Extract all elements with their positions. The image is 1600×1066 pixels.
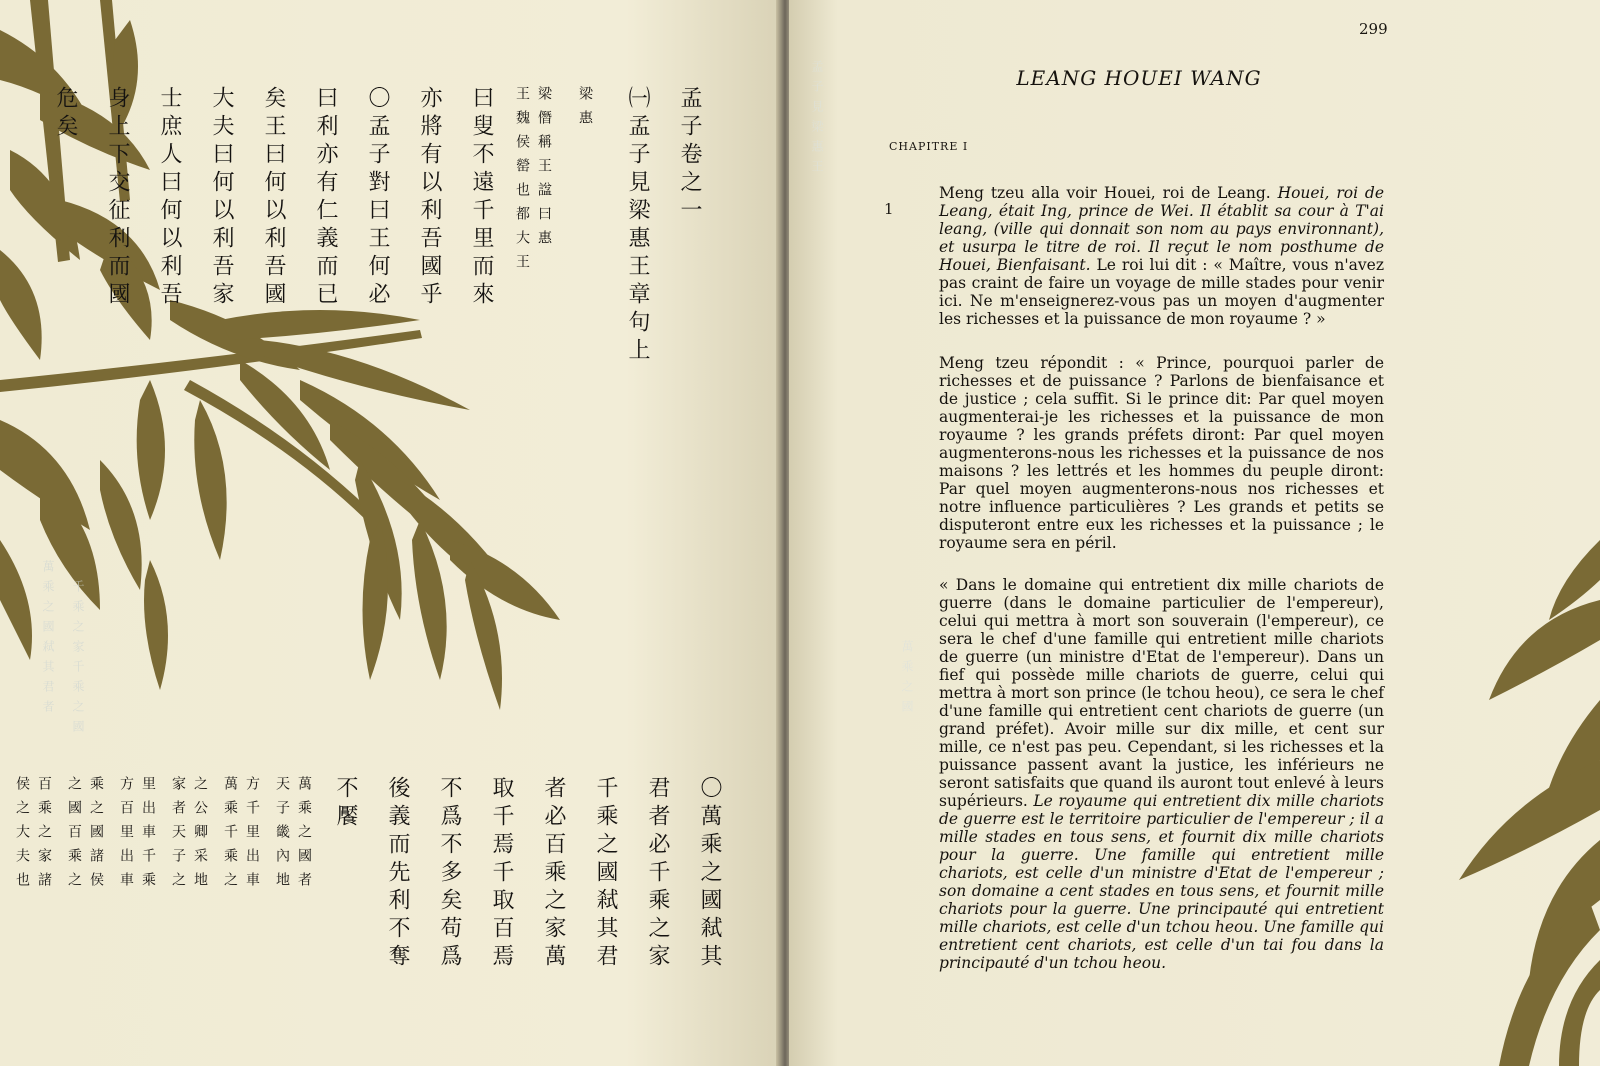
commentary-line: 之國百乘之	[66, 776, 82, 896]
left-page: 萬乘之國弒其君者 千乘之家千乘之國 孟子卷之一 ㈠孟子見梁惠王章句上 梁惠 梁僭稱王諡曰惠 王魏侯罃也都大王 曰叟不遠千里而來 亦將有以利吾國乎 〇孟子對曰王何必 曰利亦有仁義而已 矣王曰何以利吾國 大夫曰何以利吾家 士庶人曰何以利吾 身上下交征利而國 危矣 〇萬乘之國弒其 君者必千乘之家 千乘之國弒其君 者必百乘之家萬 取千焉千取百焉 不爲不多矣苟爲 後義而先利不奪 不饜 萬乘之國者 天子畿內地 方千里出車 萬乘千乘之 之公卿采地 家者天子之 里出車千乘 方百里出車 乘之國諸侯 之國百乘之 百乘之家諸 侯之大夫也	[0, 0, 783, 1066]
section-title: LEANG HOUEI WANG	[1016, 66, 1262, 90]
text-column: 〇萬乘之國弒其	[697, 776, 722, 972]
text-column: 君者必千乘之家	[645, 776, 670, 972]
text-column: 不爲不多矣苟爲	[437, 776, 462, 972]
commentary-line: 梁惠	[577, 86, 593, 134]
chinese-text-bottom	[0, 776, 735, 972]
text-column: 身上下交征利而國	[105, 86, 130, 310]
text-column: 孟子卷之一	[677, 86, 702, 226]
commentary-column	[59, 776, 111, 972]
commentary-line: 侯之大夫也	[14, 776, 30, 896]
commentary-line: 家者天子之	[170, 776, 186, 896]
text-column: 後義而先利不奪	[385, 776, 410, 972]
text-column: 亦將有以利吾國乎	[417, 86, 442, 310]
right-page: 孟子見梁惠王 萬乘之國 299 LEANG HOUEI WANG CHAPITRE I 1 Meng tzeu alla voir Houei, roi de Leang. Houei, roi de Leang, était Ing, prince de Wei. Il établit sa cour à T'ai leang, (ville qui donnait son nom au pays environnant), et usurpa le titre de roi. Il reçut le nom posthume de Houei, Bienfaisant. Le roi lui dit : « Maître, vous n'avez pas craint de faire un voyage de mille stades pour venir ici. Ne m'enseignerez-vous pas un moyen d'augmenter les richesses et la puissance de mon royaume ? » Meng tzeu répondit : « Prince, pourquoi parler de richesses et de puissance ? Parlons de bienfaisance et de justice ; cela suffit. Si le prince dit: Par quel moyen augmenterai-je les richesses et la puissance de mon royaume ? les grands préfets diront: Par quel moyen augmenterons-nous les richesses et la puissance de nos maisons ? les lettrés et les hommes du peuple diront: Par quel moyen augmenterons-nous nos richesses et notre influence particulières ? Les grands et petits se disputeront entre eux les richesses et la puissance ; le royaume sera en péril. « Dans le domaine qui entretient dix mille chariots de guerre (dans le domaine particulier de l'empereur), celui qui mettra à mort son souverain (l'empereur), ce sera le chef d'une famille qui entretient mille chariots de guerre (un ministre d'Etat de l'empereur). Dans un fief qui possède mille chariots de guerre, celui qui mettra à mort son prince (le tchou heou), ce sera le chef d'une famille qui entretient cent chariots de guerre (un grand préfet). Avoir mille sur dix mille, et cent sur mille, ce n'est pas peu. Cependant, si les richesses et la puissance passent avant la justice, les inférieurs ne seront satisfaits que quand ils auront tout enlevé à leurs supérieurs. Le royaume qui entretient dix mille chariots de guerre est le territoire particulier de l'empereur ; il a mille stades en tous sens, et fournit dix mille chariots pour la guerre. Une famille qui entretient mille chariots, est celle d'un ministre d'Etat de l'empereur ; son domaine a cent stades en tous sens, et fournit mille chariots pour la guerre. Une principauté qui entretient mille chariots, est celle d'un tchou heou. Une famille qui entretient cent chariots, est celle d'un tai fou dans la principauté d'un tchou heou.	[789, 0, 1600, 1066]
text-column: 大夫曰何以利吾家	[209, 86, 234, 310]
commentary-line: 方百里出車	[118, 776, 134, 896]
commentary-column	[111, 776, 163, 972]
chapter-heading: CHAPITRE I	[889, 140, 969, 153]
commentary-line: 王魏侯罃也都大王	[514, 86, 530, 278]
paragraph-2: Meng tzeu répondit : « Prince, pourquoi parler de richesses et de puissance ? Parlons de bienfaisance et de justice ; cela suffit. Si le prince dit: Par quel moyen augmenterai-je les richesses et la puissance de mon royaume ? les grands préfets diront: Par quel moyen augmenterons-nous les richesses et la puissance de nos maisons ? les lettrés et les hommes du peuple diront: Par quel moyen augmenterons-nous nos richesses et notre influence particulières ? Les grands et petits se disputeront entre eux les richesses et la puissance ; le royaume sera en péril.	[939, 354, 1384, 552]
commentary-column	[163, 776, 215, 972]
paragraph-3: « Dans le domaine qui entretient dix mille chariots de guerre (dans le domaine particulier de l'empereur), celui qui mettra à mort son souverain (l'empereur), ce sera le chef d'une famille qui entretient mille chariots de guerre (un ministre d'Etat de l'empereur). Dans un fief qui possède mille chariots de guerre, celui qui mettra à mort son prince (le tchou heou), ce sera le chef d'une famille qui entretient cent chariots de guerre (un grand préfet). Avoir mille sur dix mille, et cent sur mille, ce n'est pas peu. Cependant, si les richesses et la puissance passent avant la justice, les inférieurs ne seront satisfaits que quand ils auront tout enlevé à leurs supérieurs. Le royaume qui entretient dix mille chariots de guerre est le territoire particulier de l'empereur ; il a mille stades en tous sens, et fournit dix mille chariots pour la guerre. Une famille qui entretient mille chariots, est celle d'un ministre d'Etat de l'empereur ; son domaine a cent stades en tous sens, et fournit mille chariots pour la guerre. Une principauté qui entretient mille chariots, est celle d'un tchou heou. Une famille qui entretient cent chariots, est celle d'un tai fou dans la principauté d'un tchou heou.	[939, 576, 1384, 972]
commentary-column	[7, 776, 59, 972]
commentary-line: 天子畿內地	[274, 776, 290, 896]
text-column: 取千焉千取百焉	[489, 776, 514, 972]
commentary-column	[507, 86, 559, 366]
text-column: ㈠孟子見梁惠王章句上	[625, 86, 650, 366]
text-column: 曰叟不遠千里而來	[469, 86, 494, 310]
commentary-line: 萬乘之國者	[296, 776, 312, 896]
commentary-line: 之公卿采地	[192, 776, 208, 896]
commentary-column	[267, 776, 319, 972]
commentary-line: 里出車千乘	[140, 776, 156, 896]
commentary-line: 萬乘千乘之	[222, 776, 238, 896]
text-column: 者必百乘之家萬	[541, 776, 566, 972]
text-column: 矣王曰何以利吾國	[261, 86, 286, 310]
paragraph-1: Meng tzeu alla voir Houei, roi de Leang. Houei, roi de Leang, était Ing, prince de Wei. Il établit sa cour à T'ai leang, (ville qui donnait son nom au pays environnant), et usurpa le titre de roi. Il reçut le nom posthume de Houei, Bienfaisant. Le roi lui dit : « Maître, vous n'avez pas craint de faire un voyage de mille stades pour venir ici. Ne m'enseignerez-vous pas un moyen d'augmenter les richesses et la puissance de mon royaume ? »	[939, 184, 1384, 328]
page-number: 299	[1359, 20, 1388, 38]
commentary-column	[215, 776, 267, 972]
bamboo-illustration-right	[1429, 0, 1600, 1066]
text-column: 〇孟子對曰王何必	[365, 86, 390, 310]
text-column: 不饜	[333, 776, 358, 832]
commentary-column	[0, 776, 7, 972]
text-column: 千乘之國弒其君	[593, 776, 618, 972]
text-column: 危矣	[53, 86, 78, 142]
chinese-text-top	[39, 86, 715, 366]
commentary-line: 梁僭稱王諡曰惠	[536, 86, 552, 254]
text-column: 曰利亦有仁義而已	[313, 86, 338, 310]
commentary-column	[559, 86, 611, 366]
paragraph-number: 1	[884, 200, 894, 218]
text-column: 士庶人曰何以利吾	[157, 86, 182, 310]
commentary-line: 乘之國諸侯	[88, 776, 104, 896]
commentary-line: 百乘之家諸	[36, 776, 52, 896]
commentary-line: 方千里出車	[244, 776, 260, 896]
